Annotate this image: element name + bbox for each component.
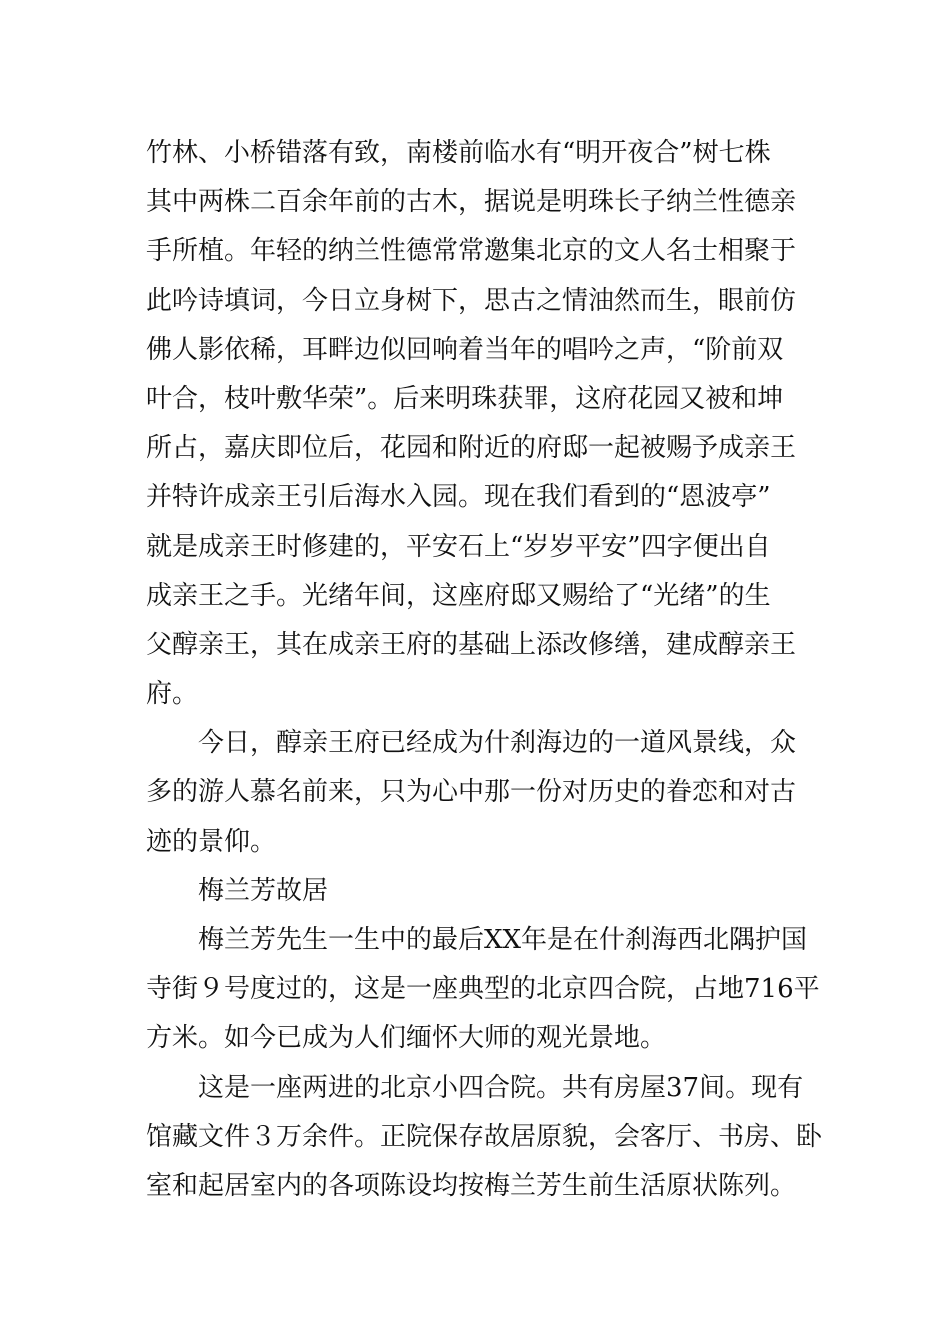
text-line: 此吟诗填词，今日立身树下，思古之情油然而生，眼前仿 xyxy=(146,285,797,316)
text-line: 这是一座两进的北京小四合院。共有房屋37间。现有 xyxy=(198,1072,804,1103)
text-line: 其中两株二百余年前的古木，据说是明珠长子纳兰性德亲 xyxy=(146,187,797,218)
text-line: 梅兰芳先生一生中的最后XX年是在什刹海西北隅护国 xyxy=(198,925,808,956)
text-line: 并特许成亲王引后海水入园。现在我们看到的“恩波亭” xyxy=(146,482,771,513)
document-body xyxy=(146,129,823,1211)
text-line: 寺街９号度过的，这是一座典型的北京四合院，占地716平 xyxy=(146,974,820,1005)
text-line: 今日，醇亲王府已经成为什刹海边的一道风景线，众 xyxy=(198,728,797,759)
text-line: 竹林、小桥错落有致，南楼前临水有“明开夜合”树七株 xyxy=(146,138,771,168)
paragraph-mei-lanfang-intro xyxy=(146,916,820,1064)
paragraph-chun-wang-fu-history xyxy=(146,129,808,719)
text-line: 就是成亲王时修建的，平安石上“岁岁平安”四字便出自 xyxy=(146,531,771,562)
text-line: 成亲王之手。光绪年间，这座府邸又赐给了“光绪”的生 xyxy=(146,580,771,611)
text-line: 府。 xyxy=(146,679,199,710)
text-line: 父醇亲王，其在成亲王府的基础上添改修缮，建成醇亲王 xyxy=(146,629,797,660)
text-line: 所占，嘉庆即位后，花园和附近的府邸一起被赐予成亲王 xyxy=(146,433,797,464)
text-line: 叶合，枝叶敷华荣”。后来明珠获罪，这府花园又被和坤 xyxy=(146,383,784,414)
text-line: 方米。如今已成为人们缅怀大师的观光景地。 xyxy=(146,1023,667,1054)
text-line: 室和起居室内的各项陈设均按梅兰芳生前生活原状陈列。 xyxy=(146,1170,797,1201)
text-line: 迹的景仰。 xyxy=(146,826,277,857)
section-title: 梅兰芳故居 xyxy=(198,875,329,906)
text-line: 馆藏文件３万余件。正院保存故居原貌，会客厅、书房、卧 xyxy=(146,1121,823,1152)
text-line: 手所植。年轻的纳兰性德常常邀集北京的文人名士相聚于 xyxy=(146,236,797,267)
paragraph-chun-wang-fu-today xyxy=(146,719,808,867)
text-line: 多的游人慕名前来，只为心中那一份对历史的眷恋和对古 xyxy=(146,777,797,808)
text-line: 佛人影依稀，耳畔边似回响着当年的唱吟之声，“阶前双 xyxy=(146,334,784,365)
paragraph-mei-lanfang-courtyard xyxy=(146,1064,823,1212)
